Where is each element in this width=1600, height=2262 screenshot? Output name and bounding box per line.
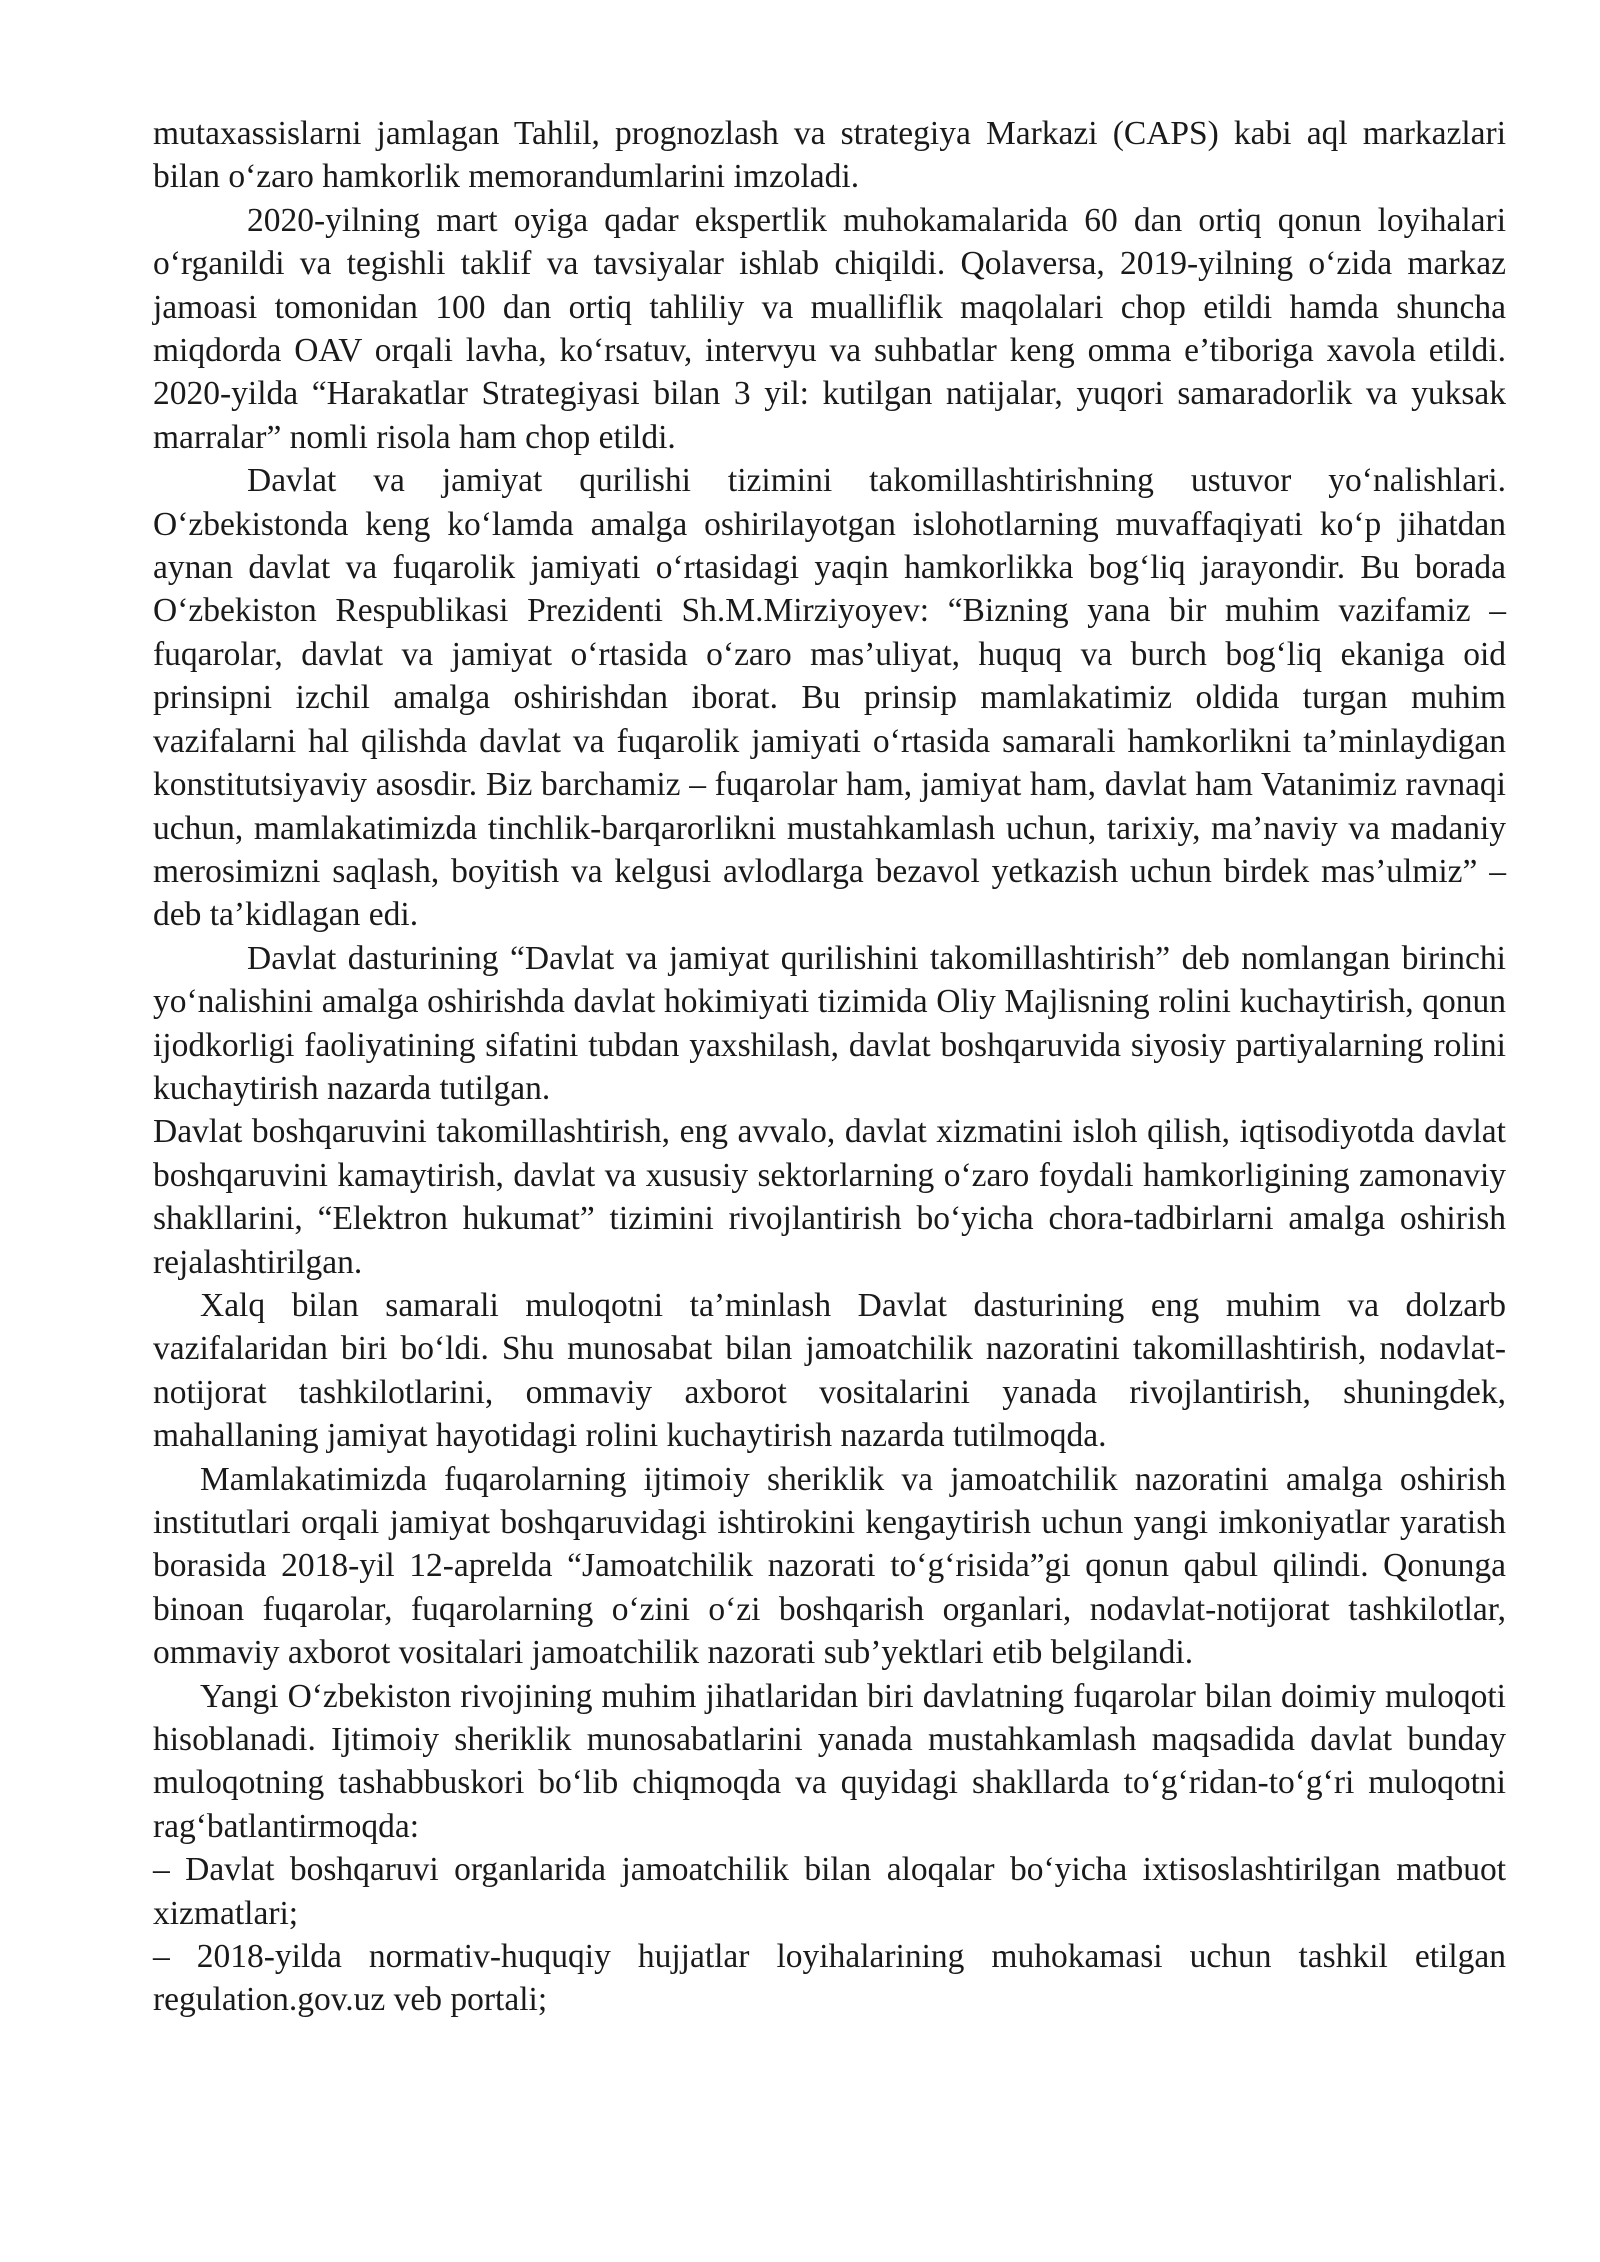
paragraph-state-society-building: Davlat va jamiyat qurilishi tizimini takomillashtirishning ustuvor yo‘nalishlari. O‘zbekistonda keng ko‘lamda amalga oshirilayotgan islohotlarning muvaffaqiyati ko‘p jihatdan aynan davlat va fuqarolik jamiyati o‘rtasidagi yaqin hamkorlikka bog‘liq jarayondir. Bu borada O‘zbekiston Respublikasi Prezidenti Sh.M.Mirziyoyev: “Bizning yana bir muhim vazifamiz – fuqarolar, davlat va jamiyat o‘rtasida o‘zaro mas’uliyat, huquq va burch bog‘liq ekaniga oid prinsipni izchil amalga oshirishdan iborat. Bu prinsip mamlakatimiz oldida turgan muhim vazifalarni hal qilishda davlat va fuqarolik jamiyati o‘rtasida samarali hamkorlikni ta’minlaydigan konstitutsiyaviy asosdir. Biz barchamiz – fuqarolar ham, jamiyat ham, davlat ham Vatanimiz ravnaqi uchun, mamlakatimizda tinchlik-barqarorlikni mustahkamlash uchun, tarixiy, ma’naviy va madaniy merosimizni saqlash, boyitish va kelgusi avlodlarga bezavol yetkazish uchun birdek mas’ulmiz” – deb ta’kidlagan edi. xyxy=(153,462,1506,934)
paragraph-public-administration: Davlat boshqaruvini takomillashtirish, eng avvalo, davlat xizmatini isloh qilish, iqtisodiyotda davlat boshqaruvini kamaytirish, davlat va xususiy sektorlarning o‘zaro foydali hamkorligining zamonaviy shakllarini, “Elektron hukumat” tizimini rivojlantirish bo‘yicha chora-tadbirlarni amalga oshirish rejalashtirilgan. xyxy=(153,1113,1506,1281)
list-item-regulation-portal: – 2018-yilda normativ-huquqiy hujjatlar loyihalarining muhokamasi uchun tashkil etilgan regulation.gov.uz veb portali; xyxy=(153,1938,1506,2019)
paragraph-dialogue-with-people: Xalq bilan samarali muloqotni ta’minlash Davlat dasturining eng muhim va dolzarb vazifalaridan biri bo‘ldi. Shu munosabat bilan jamoatchilik nazoratini takomillashtirish, nodavlat-notijorat tashkilotlarini, ommaviy axborot vositalarini yanada rivojlantirish, shuningdek, mahallaning jamiyat hayotidagi rolini kuchaytirish nazarda tutilmoqda. xyxy=(153,1286,1506,1455)
paragraph-expert-discussions: 2020-yilning mart oyiga qadar ekspertlik muhokamalarida 60 dan ortiq qonun loyihalari o‘rganildi va tegishli taklif va tavsiyalar ishlab chiqildi. Qolaversa, 2019-yilning o‘zida markaz jamoasi tomonidan 100 dan ortiq tahliliy va mualliflik maqolalari chop etildi hamda shuncha miqdorda OAV orqali lavha, ko‘rsatuv, intervyu va suhbatlar keng omma e’tiboriga xavola etildi. 2020-yilda “Harakatlar Strategiyasi bilan 3 yil: kutilgan natijalar, yuqori samaradorlik va yuksak marralar” nomli risola ham chop etildi. xyxy=(153,201,1506,456)
document-page xyxy=(153,112,1506,2022)
paragraph-new-uzbekistan-dialogue: Yangi O‘zbekiston rivojining muhim jihatlaridan biri davlatning fuqarolar bilan doimiy muloqoti hisoblanadi. Ijtimoiy sheriklik munosabatlarini yanada mustahkamlash maqsadida davlat bunday muloqotning tashabbuskori bo‘lib chiqmoqda va quyidagi shakllarda to‘g‘ridan-to‘g‘ri muloqotni rag‘batlantirmoqda: xyxy=(153,1677,1506,1845)
paragraph-state-program: Davlat dasturining “Davlat va jamiyat qurilishini takomillashtirish” deb nomlangan birinchi yo‘nalishini amalga oshirishda davlat hokimiyati tizimida Oliy Majlisning rolini kuchaytirish, qonun ijodkorligi faoliyatining sifatini tubdan yaxshilash, davlat boshqaruvida siyosiy partiyalarning rolini kuchaytirish nazarda tutilgan. xyxy=(153,939,1506,1107)
paragraph-caps-memorandums: mutaxassislarni jamlagan Tahlil, prognozlash va strategiya Markazi (CAPS) kabi aql markazlari bilan o‘zaro hamkorlik memorandumlarini imzoladi. xyxy=(153,115,1506,196)
list-item-press-services: – Davlat boshqaruvi organlarida jamoatchilik bilan aloqalar bo‘yicha ixtisoslashtirilgan matbuot xizmatlari; xyxy=(153,1851,1506,1932)
paragraph-public-control-law: Mamlakatimizda fuqarolarning ijtimoiy sheriklik va jamoatchilik nazoratini amalga oshirish institutlari orqali jamiyat boshqaruvidagi ishtirokini kengaytirish uchun yangi imkoniyatlar yaratish borasida 2018-yil 12-aprelda “Jamoatchilik nazorati to‘g‘risida”gi qonun qabul qilindi. Qonunga binoan fuqarolar, fuqarolarning o‘zini o‘zi boshqarish organlari, nodavlat-notijorat tashkilotlar, ommaviy axborot vositalari jamoatchilik nazorati sub’yektlari etib belgilandi. xyxy=(153,1460,1506,1672)
